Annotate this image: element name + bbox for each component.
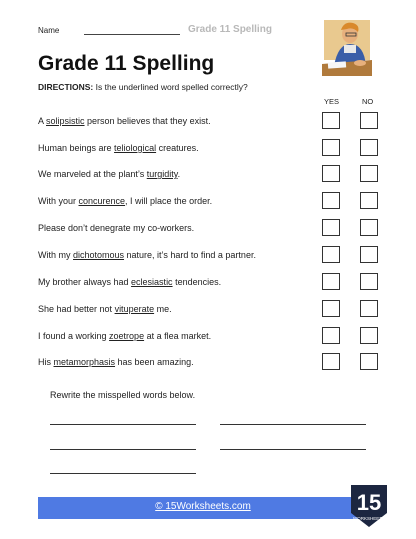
- header-worksheet-title: Grade 11 Spelling: [188, 24, 272, 35]
- answer-line[interactable]: [220, 424, 366, 425]
- rewrite-instruction: Rewrite the misspelled words below.: [50, 390, 196, 400]
- no-checkbox[interactable]: [360, 219, 378, 236]
- underlined-word: dichotomous: [73, 250, 125, 260]
- underlined-word: eclesiastic: [131, 277, 173, 287]
- directions-label: DIRECTIONS:: [38, 82, 94, 92]
- footer-bar: [38, 497, 368, 519]
- directions-text: Is the underlined word spelled correctly?: [93, 82, 248, 92]
- answer-line[interactable]: [50, 473, 196, 474]
- answer-line[interactable]: [50, 449, 196, 450]
- logo-caption: WORKSHEETS: [352, 516, 386, 521]
- underlined-word: turgidity: [146, 169, 178, 179]
- question-6: With my dichotomous nature, it’s hard to find a partner.: [38, 250, 256, 260]
- yes-column-header: YES: [324, 97, 340, 106]
- question-8: She had better not vituperate me.: [38, 304, 172, 314]
- yes-checkbox[interactable]: [322, 139, 340, 156]
- no-checkbox[interactable]: [360, 246, 378, 263]
- footer-link[interactable]: © 15Worksheets.com: [155, 501, 251, 512]
- no-column-header: NO: [362, 97, 374, 106]
- question-7: My brother always had eclesiastic tendencies.: [38, 277, 222, 287]
- no-checkbox[interactable]: [360, 273, 378, 290]
- yes-checkbox[interactable]: [322, 112, 340, 129]
- directions: [38, 82, 248, 92]
- no-checkbox[interactable]: [360, 353, 378, 370]
- question-3: We marveled at the plant’s turgidity.: [38, 169, 181, 179]
- worksheets-logo: [348, 483, 390, 529]
- underlined-word: solipsistic: [46, 116, 85, 126]
- page-title: Grade 11 Spelling: [38, 52, 215, 75]
- underlined-word: teliological: [114, 143, 157, 153]
- name-field[interactable]: [84, 34, 180, 35]
- underlined-word: concurence: [78, 196, 126, 206]
- answer-line[interactable]: [220, 449, 366, 450]
- yes-checkbox[interactable]: [322, 353, 340, 370]
- name-label: Name: [38, 26, 60, 35]
- student-illustration: [320, 18, 374, 78]
- yes-checkbox[interactable]: [322, 300, 340, 317]
- yes-checkbox[interactable]: [322, 219, 340, 236]
- answer-line[interactable]: [50, 424, 196, 425]
- yes-checkbox[interactable]: [322, 246, 340, 263]
- no-checkbox[interactable]: [360, 112, 378, 129]
- question-4: With your concurence, I will place the order.: [38, 196, 213, 206]
- logo-number: 15: [356, 490, 382, 515]
- logo-badge-icon: [348, 483, 390, 529]
- underlined-word: metamorphasis: [53, 357, 116, 367]
- question-5: Please don’t denegrate my co-workers.: [38, 223, 195, 233]
- yes-checkbox[interactable]: [322, 273, 340, 290]
- yes-checkbox[interactable]: [322, 327, 340, 344]
- no-checkbox[interactable]: [360, 165, 378, 182]
- no-checkbox[interactable]: [360, 327, 378, 344]
- underlined-word: vituperate: [114, 304, 155, 314]
- question-1: A solipsistic person believes that they exist.: [38, 116, 211, 126]
- question-9: I found a working zoetrope at a flea market.: [38, 331, 212, 341]
- no-checkbox[interactable]: [360, 300, 378, 317]
- underlined-word: zoetrope: [109, 331, 145, 341]
- question-2: Human beings are teliological creatures.: [38, 143, 199, 153]
- question-10: His metamorphasis has been amazing.: [38, 357, 194, 367]
- no-checkbox[interactable]: [360, 139, 378, 156]
- yes-checkbox[interactable]: [322, 165, 340, 182]
- yes-checkbox[interactable]: [322, 192, 340, 209]
- no-checkbox[interactable]: [360, 192, 378, 209]
